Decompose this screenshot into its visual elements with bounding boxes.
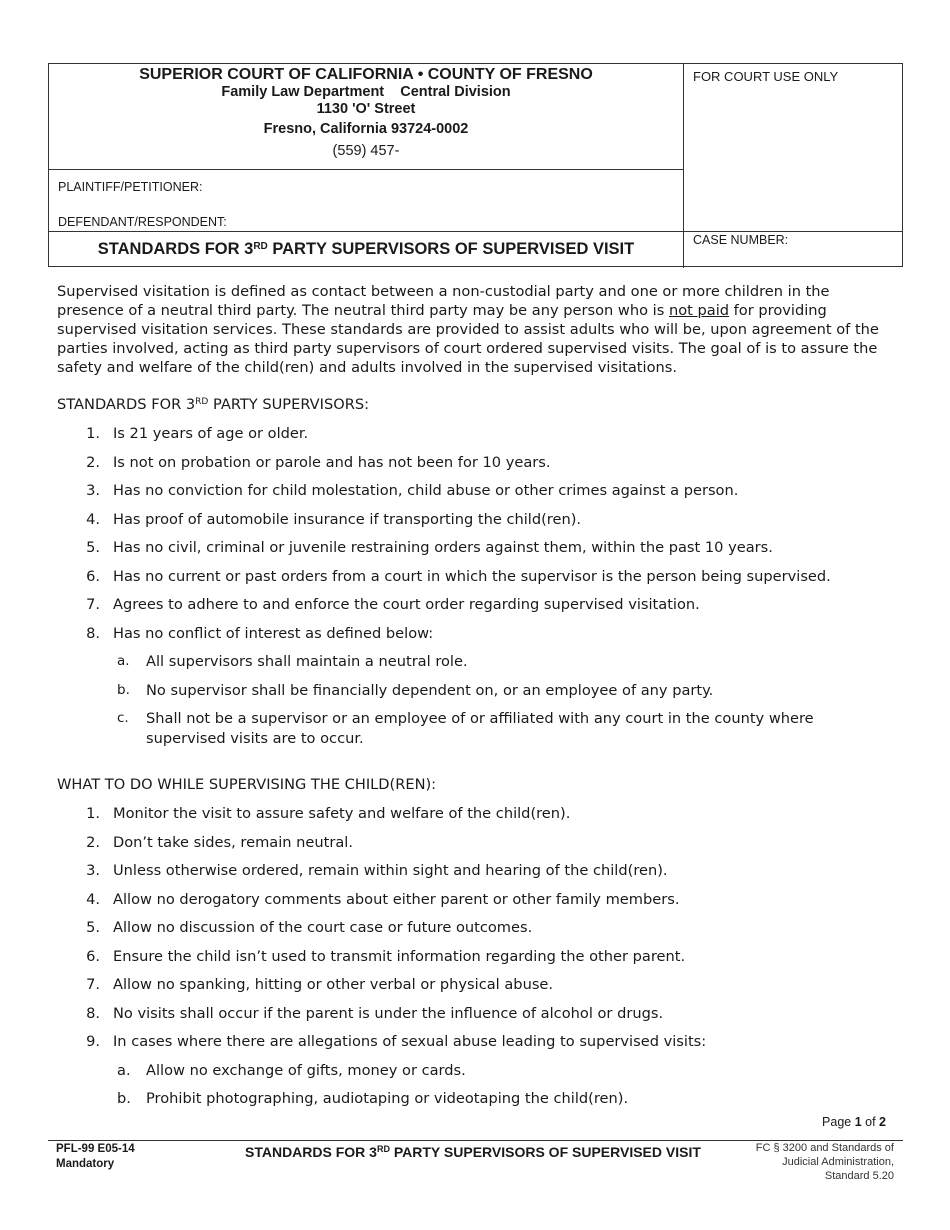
- court-name: SUPERIOR COURT OF CALIFORNIA • COUNTY OF FRESNO: [139, 66, 593, 83]
- footer-title-sup: RD: [376, 1144, 390, 1154]
- subitem-text: Prohibit photographing, audiotaping or videotaping the child(ren).: [146, 1090, 629, 1107]
- subitem-letter: b.: [117, 682, 130, 698]
- party-cell: [49, 170, 684, 232]
- footer-title-post: PARTY SUPERVISORS OF SUPERVISED VISIT: [389, 1144, 701, 1160]
- footer-title: [245, 1144, 701, 1160]
- subitem-text: Allow no exchange of gifts, money or cards.: [146, 1062, 466, 1079]
- form-title-row: [49, 231, 902, 268]
- item-number: 7.: [86, 596, 100, 613]
- court-info-cell: [49, 64, 684, 170]
- page-pre: Page: [822, 1115, 855, 1129]
- form-code: PFL-99 E05-14: [56, 1143, 135, 1155]
- case-number-label: CASE NUMBER:: [693, 233, 789, 247]
- page-indicator: [822, 1115, 886, 1129]
- court-street: 1130 'O' Street: [316, 101, 416, 117]
- item-number: 4.: [86, 891, 100, 908]
- section1-heading: [57, 396, 369, 413]
- item-number: 1.: [86, 425, 100, 442]
- court-city: Fresno, California 93724-0002: [263, 121, 469, 137]
- page-mid: of: [861, 1115, 880, 1129]
- item-number: 2.: [86, 834, 100, 851]
- item-number: 5.: [86, 539, 100, 556]
- legal-line: Standard 5.20: [824, 1170, 894, 1182]
- subitem-letter: a.: [117, 1062, 131, 1079]
- section2-heading: WHAT TO DO WHILE SUPERVISING THE CHILD(REN):: [57, 776, 437, 793]
- item-number: 7.: [86, 976, 100, 993]
- item-text: Has no conviction for child molestation, child abuse or other crimes against a person.: [113, 482, 739, 499]
- item-number: 5.: [86, 919, 100, 936]
- legal-line: Judicial Administration,: [782, 1156, 894, 1168]
- item-number: 3.: [86, 862, 100, 879]
- form-title-post: PARTY SUPERVISORS OF SUPERVISED VISIT: [267, 240, 635, 258]
- subitem-text: All supervisors shall maintain a neutral role.: [146, 653, 468, 670]
- item-number: 6.: [86, 568, 100, 585]
- item-text: Agrees to adhere to and enforce the court order regarding supervised visitation.: [113, 596, 700, 613]
- form-status: Mandatory: [56, 1158, 115, 1170]
- item-text: No visits shall occur if the parent is under the influence of alcohol or drugs.: [113, 1005, 664, 1022]
- item-text: Is not on probation or parole and has not been for 10 years.: [113, 454, 551, 471]
- item-number: 1.: [86, 805, 100, 822]
- subitem-text: No supervisor shall be financially dependent on, or an employee of any party.: [146, 682, 714, 699]
- caption-box: [48, 63, 903, 267]
- defendant-label: DEFENDANT/RESPONDENT:: [58, 215, 227, 229]
- form-id: [56, 1142, 135, 1172]
- court-use-label: FOR COURT USE ONLY: [693, 69, 839, 84]
- item-text: Ensure the child isn’t used to transmit information regarding the other parent.: [113, 948, 686, 965]
- item-text: Allow no discussion of the court case or future outcomes.: [113, 919, 533, 936]
- item-number: 6.: [86, 948, 100, 965]
- legal-line: FC § 3200 and Standards of: [755, 1142, 894, 1154]
- item-text: Has no conflict of interest as defined below:: [113, 625, 434, 642]
- intro-paragraph: [57, 282, 897, 377]
- plaintiff-label: PLAINTIFF/PETITIONER:: [58, 180, 203, 194]
- page-current: 1: [854, 1115, 862, 1129]
- item-text: Allow no derogatory comments about either parent or other family members.: [113, 891, 680, 908]
- item-text: Allow no spanking, hitting or other verbal or physical abuse.: [113, 976, 554, 993]
- form-title-pre: STANDARDS FOR 3: [97, 240, 254, 258]
- item-text: Has no current or past orders from a court in which the supervisor is the person being supervised.: [113, 568, 831, 585]
- item-text: Monitor the visit to assure safety and welfare of the child(ren).: [113, 805, 571, 822]
- item-number: 8.: [86, 1005, 100, 1022]
- section1-heading-pre: STANDARDS FOR 3: [57, 396, 196, 413]
- item-text: In cases where there are allegations of sexual abuse leading to supervised visits:: [113, 1033, 707, 1050]
- item-text: Unless otherwise ordered, remain within sight and hearing of the child(ren).: [113, 862, 668, 879]
- intro-underlined: not paid: [668, 302, 730, 319]
- item-number: 9.: [86, 1033, 100, 1050]
- intro-part2: for providing supervised visitation services. These standards are provided to assist adults who will be, upon agreement of the parties involved, acting as third party supervisors of court ordered supervised visits. The goal of is to assure the safety and welfare of the child(ren) and adults involved in the supervised visitations.: [57, 302, 879, 376]
- item-number: 3.: [86, 482, 100, 499]
- form-title: [49, 232, 684, 268]
- item-text: Don’t take sides, remain neutral.: [113, 834, 354, 851]
- item-text: Is 21 years of age or older.: [113, 425, 309, 442]
- section1-heading-sup: RD: [195, 397, 209, 407]
- court-phone: (559) 457-: [332, 143, 400, 159]
- court-department: Family Law Department Central Division: [221, 84, 511, 100]
- item-number: 2.: [86, 454, 100, 471]
- item-text: Has proof of automobile insurance if transporting the child(ren).: [113, 511, 582, 528]
- intro-part1: Supervised visitation is defined as contact between a non-custodial party and one or more children in the presence of a neutral third party. The neutral third party may be any person who is: [57, 283, 830, 319]
- subitem-letter: c.: [117, 710, 129, 726]
- legal-reference: [694, 1141, 894, 1183]
- form-title-sup: RD: [253, 241, 268, 252]
- item-text: Has no civil, criminal or juvenile restraining orders against them, within the past 10 years.: [113, 539, 773, 556]
- footer-title-pre: STANDARDS FOR 3: [245, 1144, 377, 1160]
- section1-heading-post: PARTY SUPERVISORS:: [208, 396, 370, 413]
- item-number: 4.: [86, 511, 100, 528]
- subitem-text: Shall not be a supervisor or an employee of or affiliated with any court in the county where supervised visits are to occur.: [146, 710, 814, 747]
- subitem-letter: a.: [117, 653, 130, 669]
- item-number: 8.: [86, 625, 100, 642]
- subitem-letter: b.: [117, 1090, 131, 1107]
- page-total: 2: [879, 1115, 886, 1129]
